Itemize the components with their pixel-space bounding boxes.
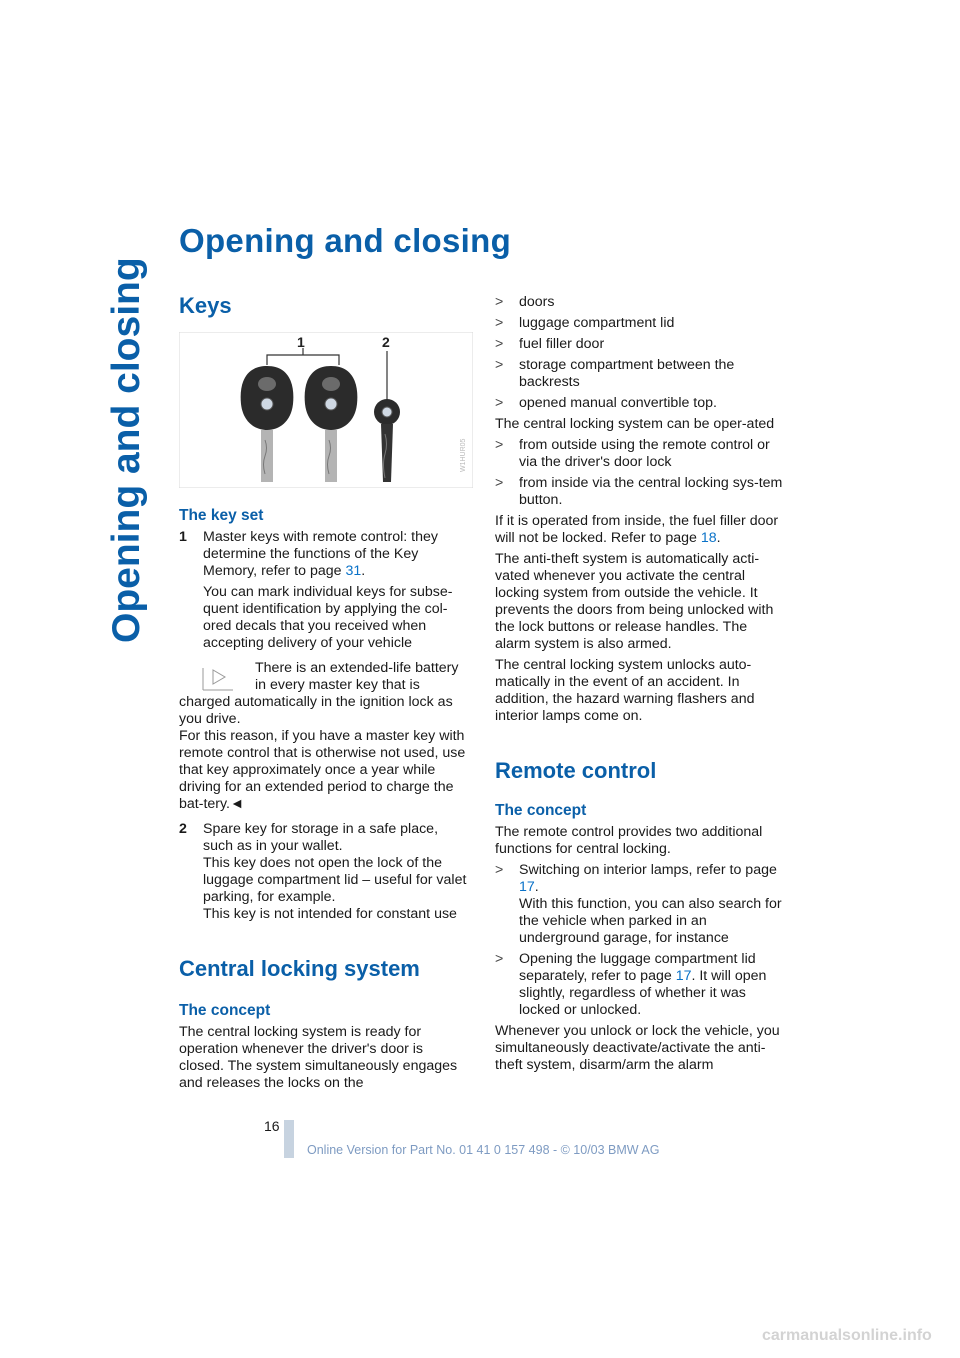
remote-control-intro: The remote control provides two additional functions for central locking. xyxy=(495,824,763,857)
accident-text: The central locking system unlocks auto-matically in the event of an accident. In addition, the hazard warning flashers and interior lamps come on. xyxy=(495,657,755,724)
item-number: 2 xyxy=(179,821,187,837)
page-link-17[interactable]: 17 xyxy=(675,968,692,984)
central-locking-intro: The central locking system is ready for operation whenever the driver's door is closed. The system simultaneously engages and releases the locks on the xyxy=(179,1024,458,1091)
remote-control-concept-heading: The concept xyxy=(495,802,587,819)
list-item: > opened manual convertible top. xyxy=(495,395,717,411)
figure-label-1: 1 xyxy=(297,334,305,350)
page-link-18[interactable]: 18 xyxy=(700,530,717,546)
side-tab-chapter: Opening and closing xyxy=(105,257,148,643)
right-column xyxy=(495,294,785,1078)
item-number: 1 xyxy=(179,529,187,545)
page-link-17[interactable]: 17 xyxy=(519,879,535,895)
note-text: There is an extended-life battery in every master key that is charged automatically in the ignition lock as you drive. xyxy=(179,660,459,727)
remote-control-heading: Remote control xyxy=(495,758,657,783)
item-text: Spare key for storage in a safe place, such as in your wallet. xyxy=(203,821,439,854)
item-text: This key is not intended for constant use xyxy=(203,906,457,922)
central-locking-concept-heading: The concept xyxy=(179,1002,271,1019)
fuel-door-text: If it is operated from inside, the fuel filler door will not be locked. Refer to page 18. xyxy=(495,513,779,546)
operated-intro: The central locking system can be oper-ated xyxy=(495,416,775,432)
list-item: > fuel filler door xyxy=(495,336,605,352)
page-link-31[interactable]: 31 xyxy=(345,563,362,579)
footer-bar xyxy=(284,1120,294,1158)
battery-note xyxy=(179,660,469,813)
list-item: > from outside using the remote control or via the driver's door lock xyxy=(495,437,770,470)
key-item-1 xyxy=(179,529,469,656)
end-mark: ◄ xyxy=(230,796,245,812)
item-text: Master keys with remote control: they determine the functions of the Key Memory, refer to page 31. xyxy=(203,529,438,579)
key-set-heading: The key set xyxy=(179,507,264,524)
item-text: This key does not open the lock of the luggage compartment lid – useful for valet parking, for example. xyxy=(203,855,467,905)
antitheft-text: The anti-theft system is automatically acti-vated whenever you activate the central locking system from outside the vehicle. It prevents the doors from being unlocked with the lock buttons or release handles. The alarm system is also armed. xyxy=(495,551,774,652)
figure-label-2: 2 xyxy=(382,334,390,350)
page-number: 16 xyxy=(264,1118,280,1134)
left-column xyxy=(179,292,469,1096)
keys-heading: Keys xyxy=(179,293,232,318)
footer-online-version: Online Version for Part No. 01 41 0 157 498 - © 10/03 BMW AG xyxy=(307,1143,660,1157)
list-item: > Switching on interior lamps, refer to page 17. With this function, you can also search for the vehicle when parked in an underground garage, for instance xyxy=(495,862,782,946)
list-item: > Opening the luggage compartment lid separately, refer to page 17. It will open slightly, regardless of whether it was locked or unlocked. xyxy=(495,951,767,1018)
central-locking-heading: Central locking system xyxy=(179,956,420,981)
list-item: > doors xyxy=(495,294,555,310)
closing-text: Whenever you unlock or lock the vehicle, you simultaneously deactivate/activate the anti-theft system, disarm/arm the alarm xyxy=(495,1023,780,1073)
figure-code: W1HUR05 xyxy=(460,438,467,472)
item-text: You can mark individual keys for subse-quent identification by applying the col-ored decals that you received when accepting delivery of your vehicle xyxy=(203,584,453,651)
list-item: > storage compartment between the backrests xyxy=(495,357,735,390)
note-arrow-icon xyxy=(201,662,235,692)
key-set-illustration xyxy=(179,332,473,488)
watermark-text: carmanualsonline.info xyxy=(762,1327,932,1344)
key-item-2 xyxy=(179,821,469,923)
list-item: > from inside via the central locking sys-tem button. xyxy=(495,475,783,508)
note-text: For this reason, if you have a master key with remote control that is otherwise not used, use that key approximately once a year while driving for an extended period to charge the bat-tery.◄ xyxy=(179,728,466,812)
list-item: > luggage compartment lid xyxy=(495,315,675,331)
page-title: Opening and closing xyxy=(179,222,512,259)
